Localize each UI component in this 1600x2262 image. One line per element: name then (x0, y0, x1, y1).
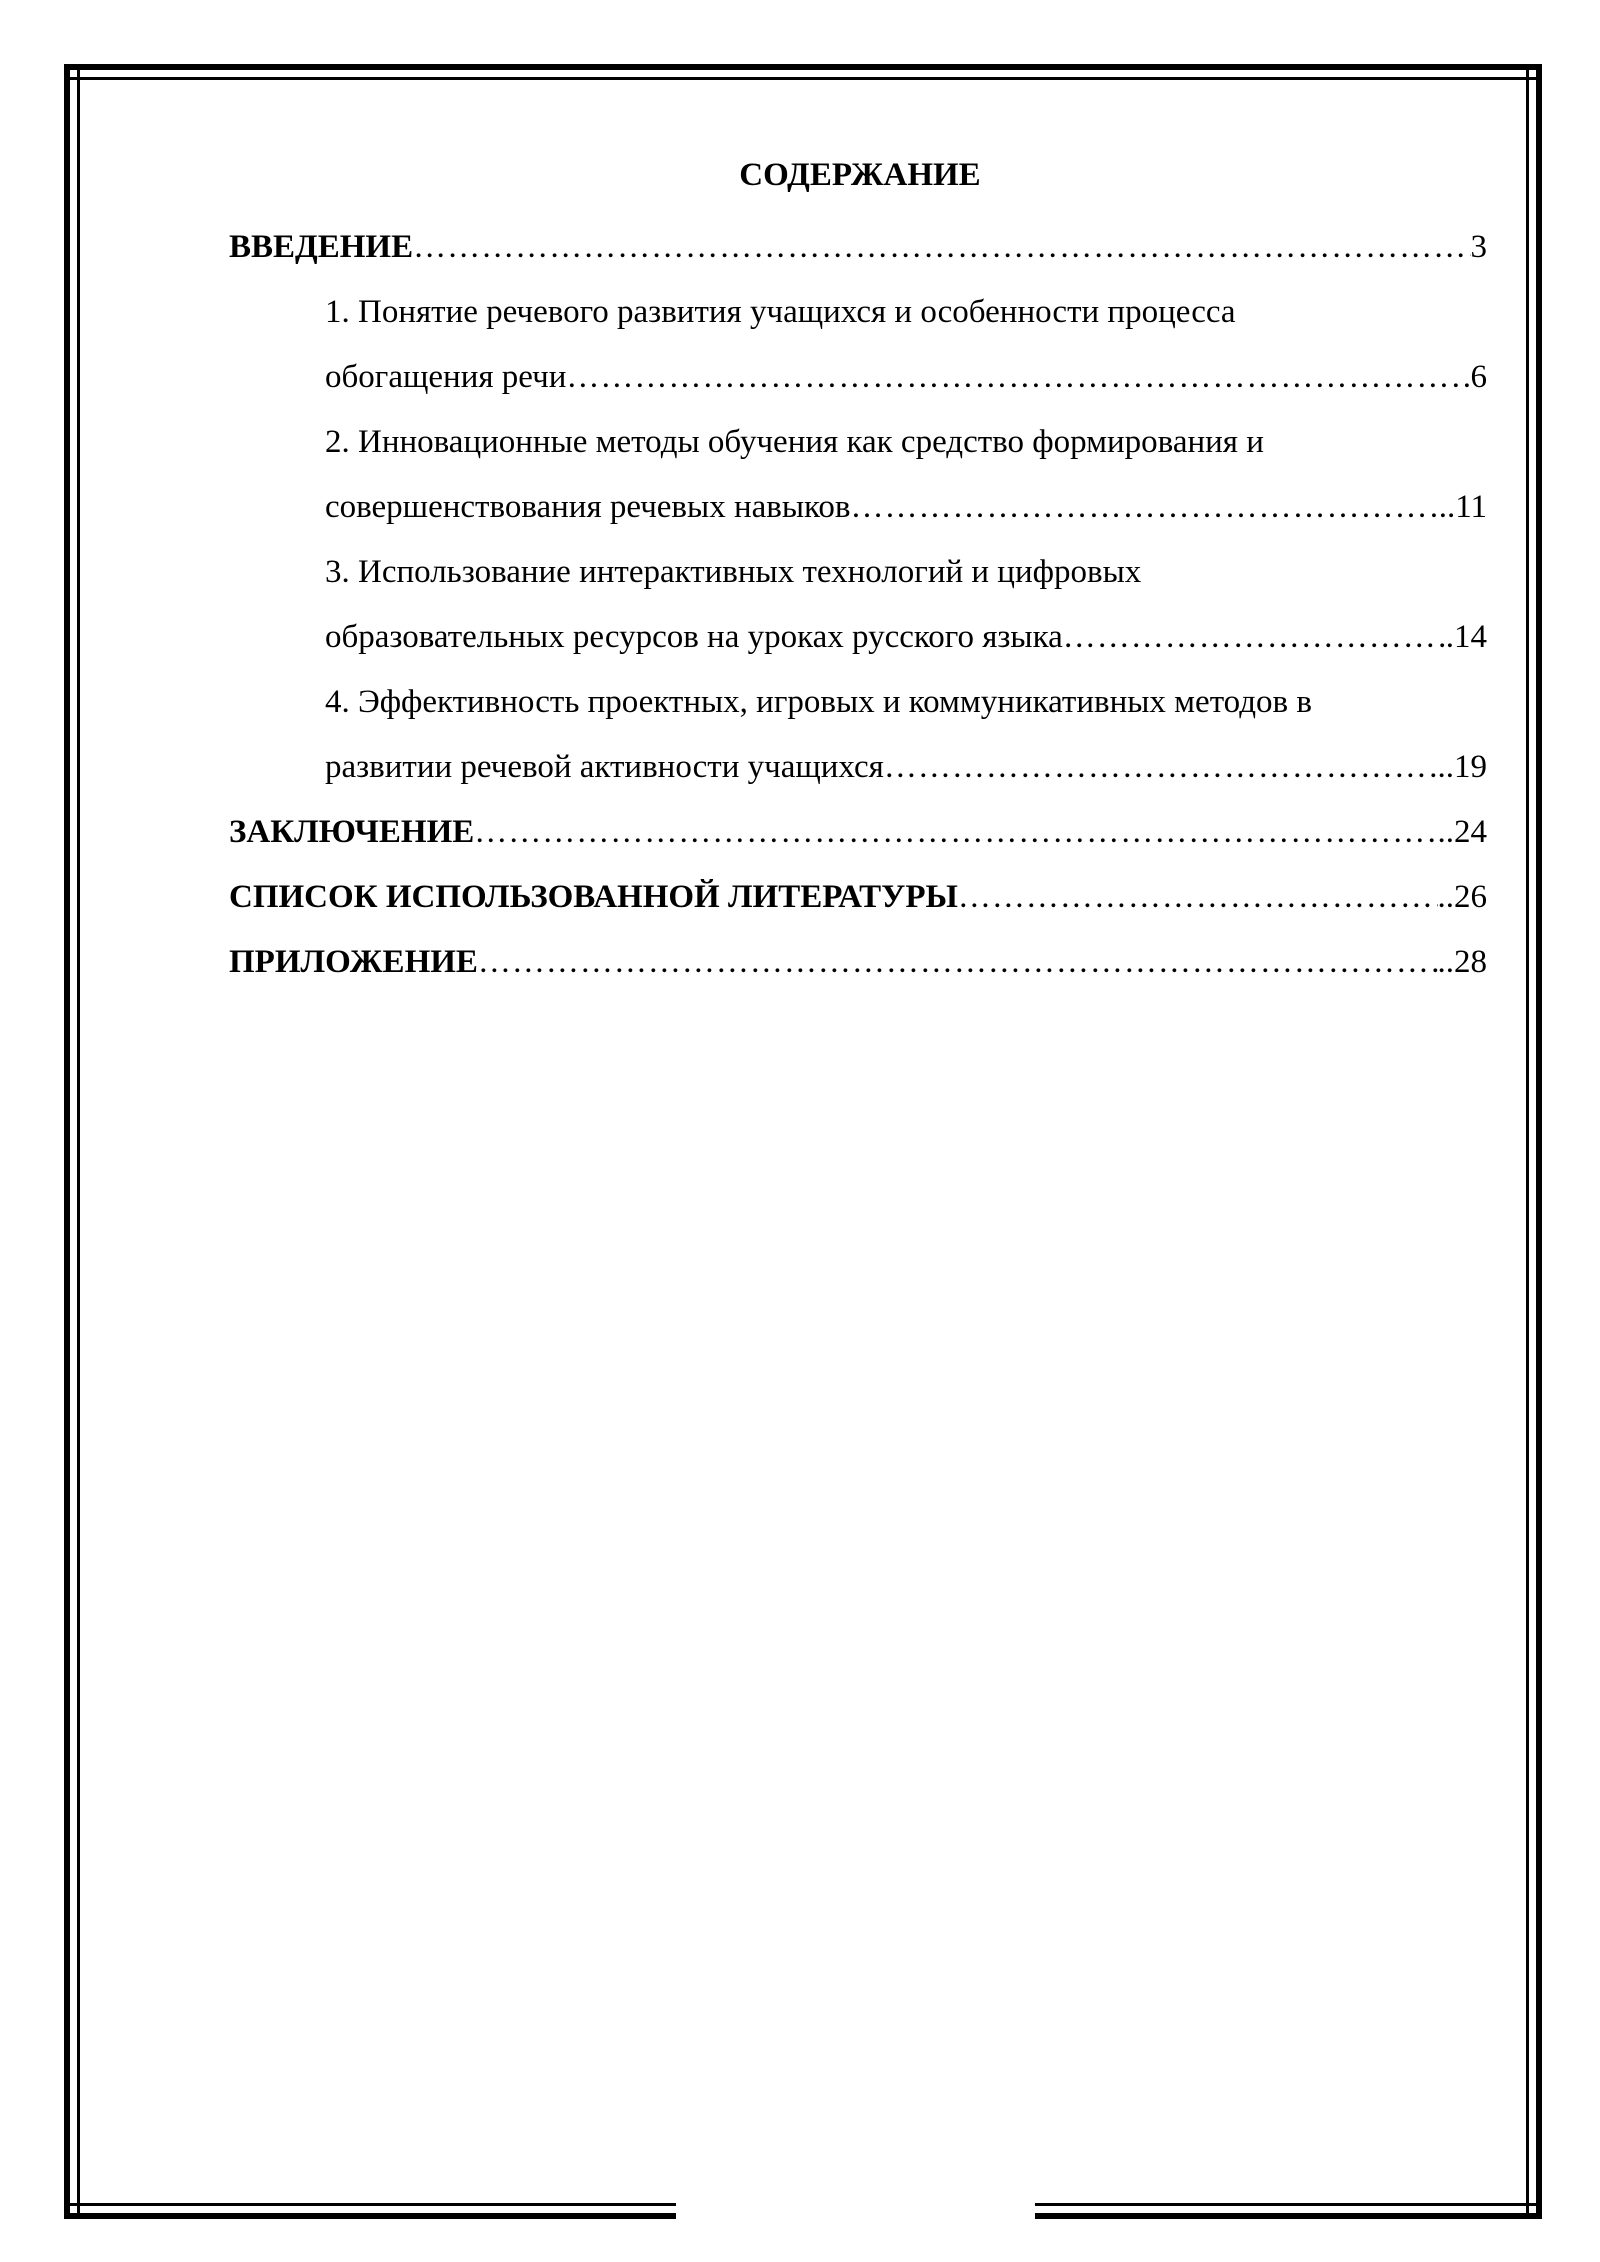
toc-entry-chapter-4[interactable] (229, 670, 1487, 800)
toc-entry-chapter-1[interactable] (229, 280, 1487, 410)
toc-title: СОДЕРЖАНИЕ (739, 157, 981, 193)
toc-entry-chapter-2[interactable] (229, 410, 1487, 540)
toc-entry-introduction[interactable] (229, 215, 1487, 280)
dot-leader (884, 735, 1438, 800)
toc-page-number: ..26 (1437, 879, 1487, 915)
toc-page-number: ..19 (1437, 749, 1487, 785)
page-frame-left (64, 64, 80, 2219)
toc-entry-label-continued: образовательных ресурсов на уроках русского языка (325, 619, 1063, 655)
toc-entry-label-continued: развитии речевой активности учащихся (325, 749, 884, 785)
toc-entry-label-continued: обогащения речи (325, 359, 567, 395)
dot-leader (474, 800, 1437, 865)
toc-entry-label: 2. Инновационные методы обучения как средство формирования и (325, 424, 1264, 460)
toc-entry-label: ПРИЛОЖЕНИЕ (229, 944, 478, 980)
toc-page-number: ..28 (1437, 944, 1487, 980)
toc-entry-appendix[interactable] (229, 930, 1487, 995)
page-frame-bottom-right (1035, 2203, 1542, 2219)
toc-entry-label-continued: совершенствования речевых навыков (325, 489, 851, 525)
toc-entry-label: 3. Использование интерактивных технологий и цифровых (325, 554, 1142, 590)
page-frame-right (1526, 64, 1542, 2219)
toc-entry-label: 4. Эффективность проектных, игровых и коммуникативных методов в (325, 684, 1312, 720)
page-frame-bottom-left (64, 2203, 676, 2219)
dot-leader (413, 215, 1470, 280)
toc-entry-chapter-3[interactable] (229, 540, 1487, 670)
toc-entry-label: 1. Понятие речевого развития учащихся и особенности процесса (325, 294, 1236, 330)
page-frame-top (64, 64, 1542, 80)
toc-page-number: 6 (1470, 359, 1487, 395)
toc-entry-label: СПИСОК ИСПОЛЬЗОВАННОЙ ЛИТЕРАТУРЫ (229, 879, 958, 915)
toc-entry-conclusion[interactable] (229, 800, 1487, 865)
toc-page-number: ..11 (1438, 489, 1487, 525)
table-of-contents (229, 215, 1487, 995)
dot-leader (478, 930, 1438, 995)
dot-leader (850, 475, 1438, 540)
dot-leader (566, 345, 1470, 410)
toc-entry-bibliography[interactable] (229, 865, 1487, 930)
toc-entry-label: ВВЕДЕНИЕ (229, 229, 414, 265)
toc-page-number: .14 (1445, 619, 1487, 655)
toc-page-number: ..24 (1437, 814, 1487, 850)
dot-leader (1063, 605, 1446, 670)
toc-entry-label: ЗАКЛЮЧЕНИЕ (229, 814, 475, 850)
dot-leader (958, 865, 1438, 930)
toc-page-number: 3 (1470, 229, 1487, 265)
